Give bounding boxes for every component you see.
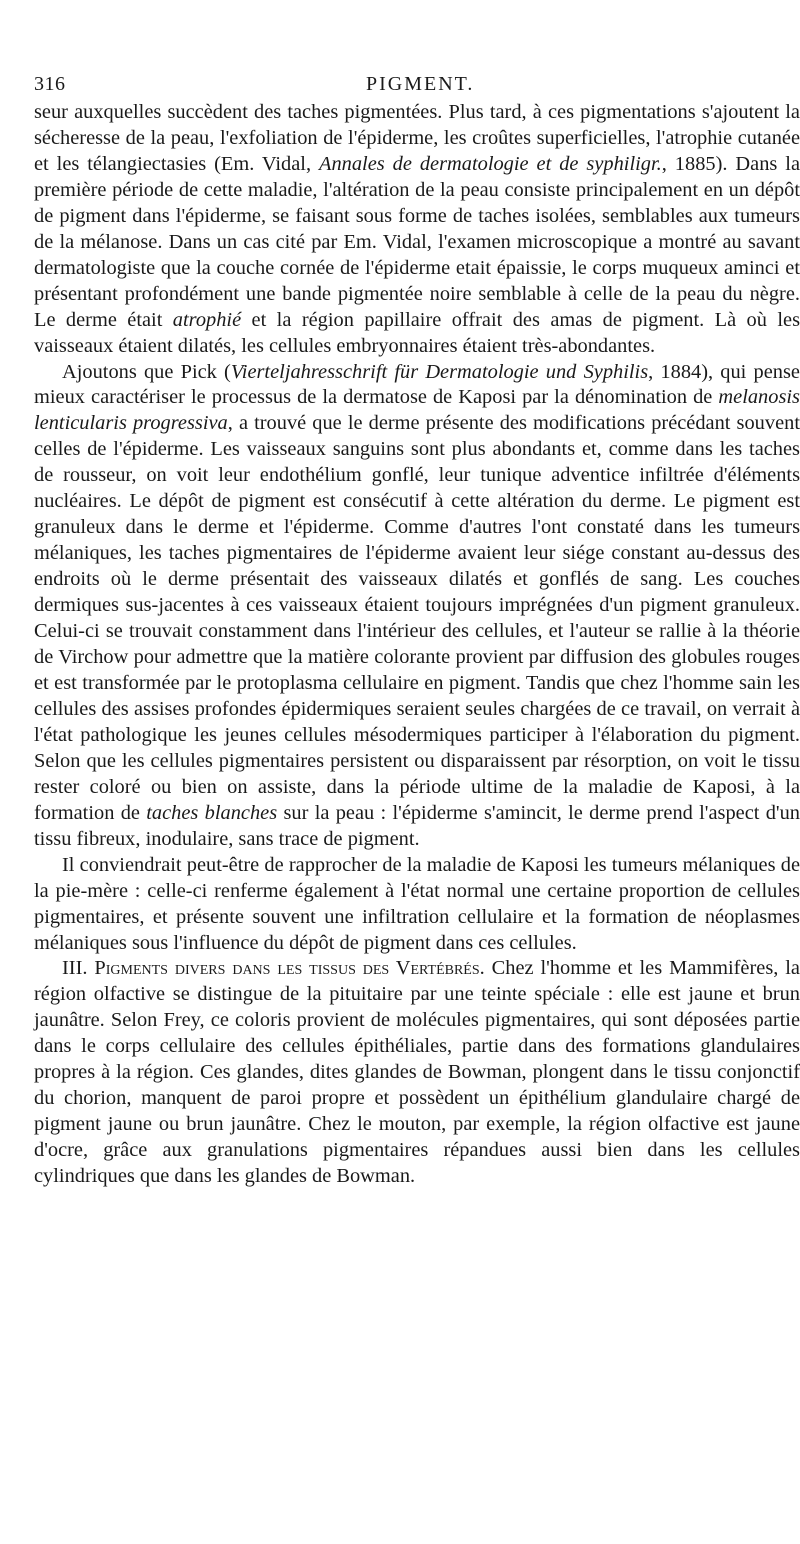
paragraph <box>34 853 800 957</box>
paragraph <box>34 100 800 360</box>
section-heading: Pigments divers dans les tissus des Vertébrés. <box>94 957 485 980</box>
running-head <box>34 68 800 100</box>
italic-text: Vierteljahresschrift für Dermatologie und Syphilis <box>230 360 649 383</box>
text-run: Il conviendrait peut-être de rapprocher de la maladie de Kaposi les tumeurs mélaniques de la pie-mère : celle-ci renferme également à l'état normal une certaine proportion de cellules pigmentaires, et présente souvent une infiltration cellulaire et la formation de néoplasmes mélaniques sous l'influence du dépôt de pigment dans ces cellules. <box>34 853 800 954</box>
running-title: PIGMENT. <box>366 73 475 95</box>
italic-text: atrophié <box>172 308 242 331</box>
text-run: III. <box>62 957 95 980</box>
text-run: seur auxquelles succèdent des taches pigmentées. Plus tard, à ces pigmentations s'ajoutent la sécheresse de la peau, l'exfoliation de l'épiderme, les croûtes superficielles, l'atrophie cutanée et les télangiectasies (Em. Vidal, <box>34 101 800 175</box>
paragraph <box>34 360 800 853</box>
book-page <box>34 68 800 1190</box>
text-run: , a trouvé que le derme présente des modifications précédant souvent celles de l'épiderme. Les vaisseaux sanguins sont plus abondants et, comme dans les taches de rousseur, on voit leur endothélium gonflé, leur tunique adventice infiltrée d'éléments nucléaires. Le dépôt de pigment est consécutif à cette altération du derme. Le pigment est granuleux dans le derme et l'épiderme. Comme d'autres l'ont constaté dans les tumeurs mélaniques, les taches pigmentaires de l'épiderme avaient leur siége constant au-dessus des endroits où le derme présentait des vaisseaux dilatés et gonflés de sang. Les couches dermiques sus-jacentes à ces vaisseaux étaient toujours imprégnées d'un pigment granuleux. Celui-ci se trouvait constamment dans l'intérieur des cellules, et l'auteur se rallie à la théorie de Virchow pour admettre que la matière colorante provient par diffusion des globules rouges et est transformée par le protoplasma cellulaire en pigment. Tandis que chez l'homme sain les cellules des assises profondes épidermiques seraient seules chargées de ce travail, on verrait à l'état pathologique les jeunes cellules mésodermiques participer à l'élaboration du pigment. Selon que les cellules pigmentaires persistent ou disparaissent par résorption, on voit le tissu rester coloré ou bien on assiste, dans la période ultime de la maladie de Kaposi, à la formation de <box>34 412 800 824</box>
italic-text: melanosis lenticularis progressiva <box>34 386 800 435</box>
italic-text: Annales de dermatologie et de syphiligr. <box>319 152 662 175</box>
text-run: Chez l'homme et les Mammifères, la région olfactive se distingue de la pituitaire par une teinte spéciale : elle est jaune et brun jaunâtre. Selon Frey, ce coloris provient de molécules pigmentaires, qui sont déposées partie dans le corps cellulaire des cellules épithéliales, partie dans des formations glandulaires propres à la région. Ces glandes, dites glandes de Bowman, plongent dans le tissu conjonctif du chorion, manquent de paroi propre et possèdent un épithélium glandulaire chargé de pigment jaune ou brun jaunâtre. Chez le mouton, par exemple, la région olfactive est jaune d'ocre, grâce aux granulations pigmentaires répandues aussi bien dans les cellules cylindriques que dans les glandes de Bowman. <box>34 957 800 1188</box>
text-run: sur la peau : l'épiderme s'amincit, le derme prend l'aspect d'un tissu fibreux, inodulaire, sans trace de pigment. <box>34 801 800 850</box>
italic-text: taches blanches <box>146 801 278 824</box>
paragraph <box>34 956 800 1190</box>
page-number: 316 <box>34 73 66 95</box>
body-text <box>34 100 800 1190</box>
text-run: et la région papillaire offrait des amas de pigment. Là où les vaisseaux étaient dilatés, les cellules embryonnaires étaient très-abondantes. <box>34 308 800 357</box>
text-run: , 1885). Dans la première période de cette maladie, l'altération de la peau consiste principalement en un dépôt de pigment dans l'épiderme, se faisant sous forme de taches isolées, semblables aux tumeurs de la mélanose. Dans un cas cité par Em. Vidal, l'examen microscopique a montré au savant dermatologiste que la couche cornée de l'épiderme etait épaissie, le corps muqueux aminci et présentant profondément une bande pigmentée noire semblable à celle de la peau du nègre. Le derme était <box>34 152 800 331</box>
text-run: , 1884), qui pense mieux caractériser le processus de la dermatose de Kaposi par la dénomination de <box>34 360 800 409</box>
text-run: Ajoutons que Pick ( <box>62 360 231 383</box>
